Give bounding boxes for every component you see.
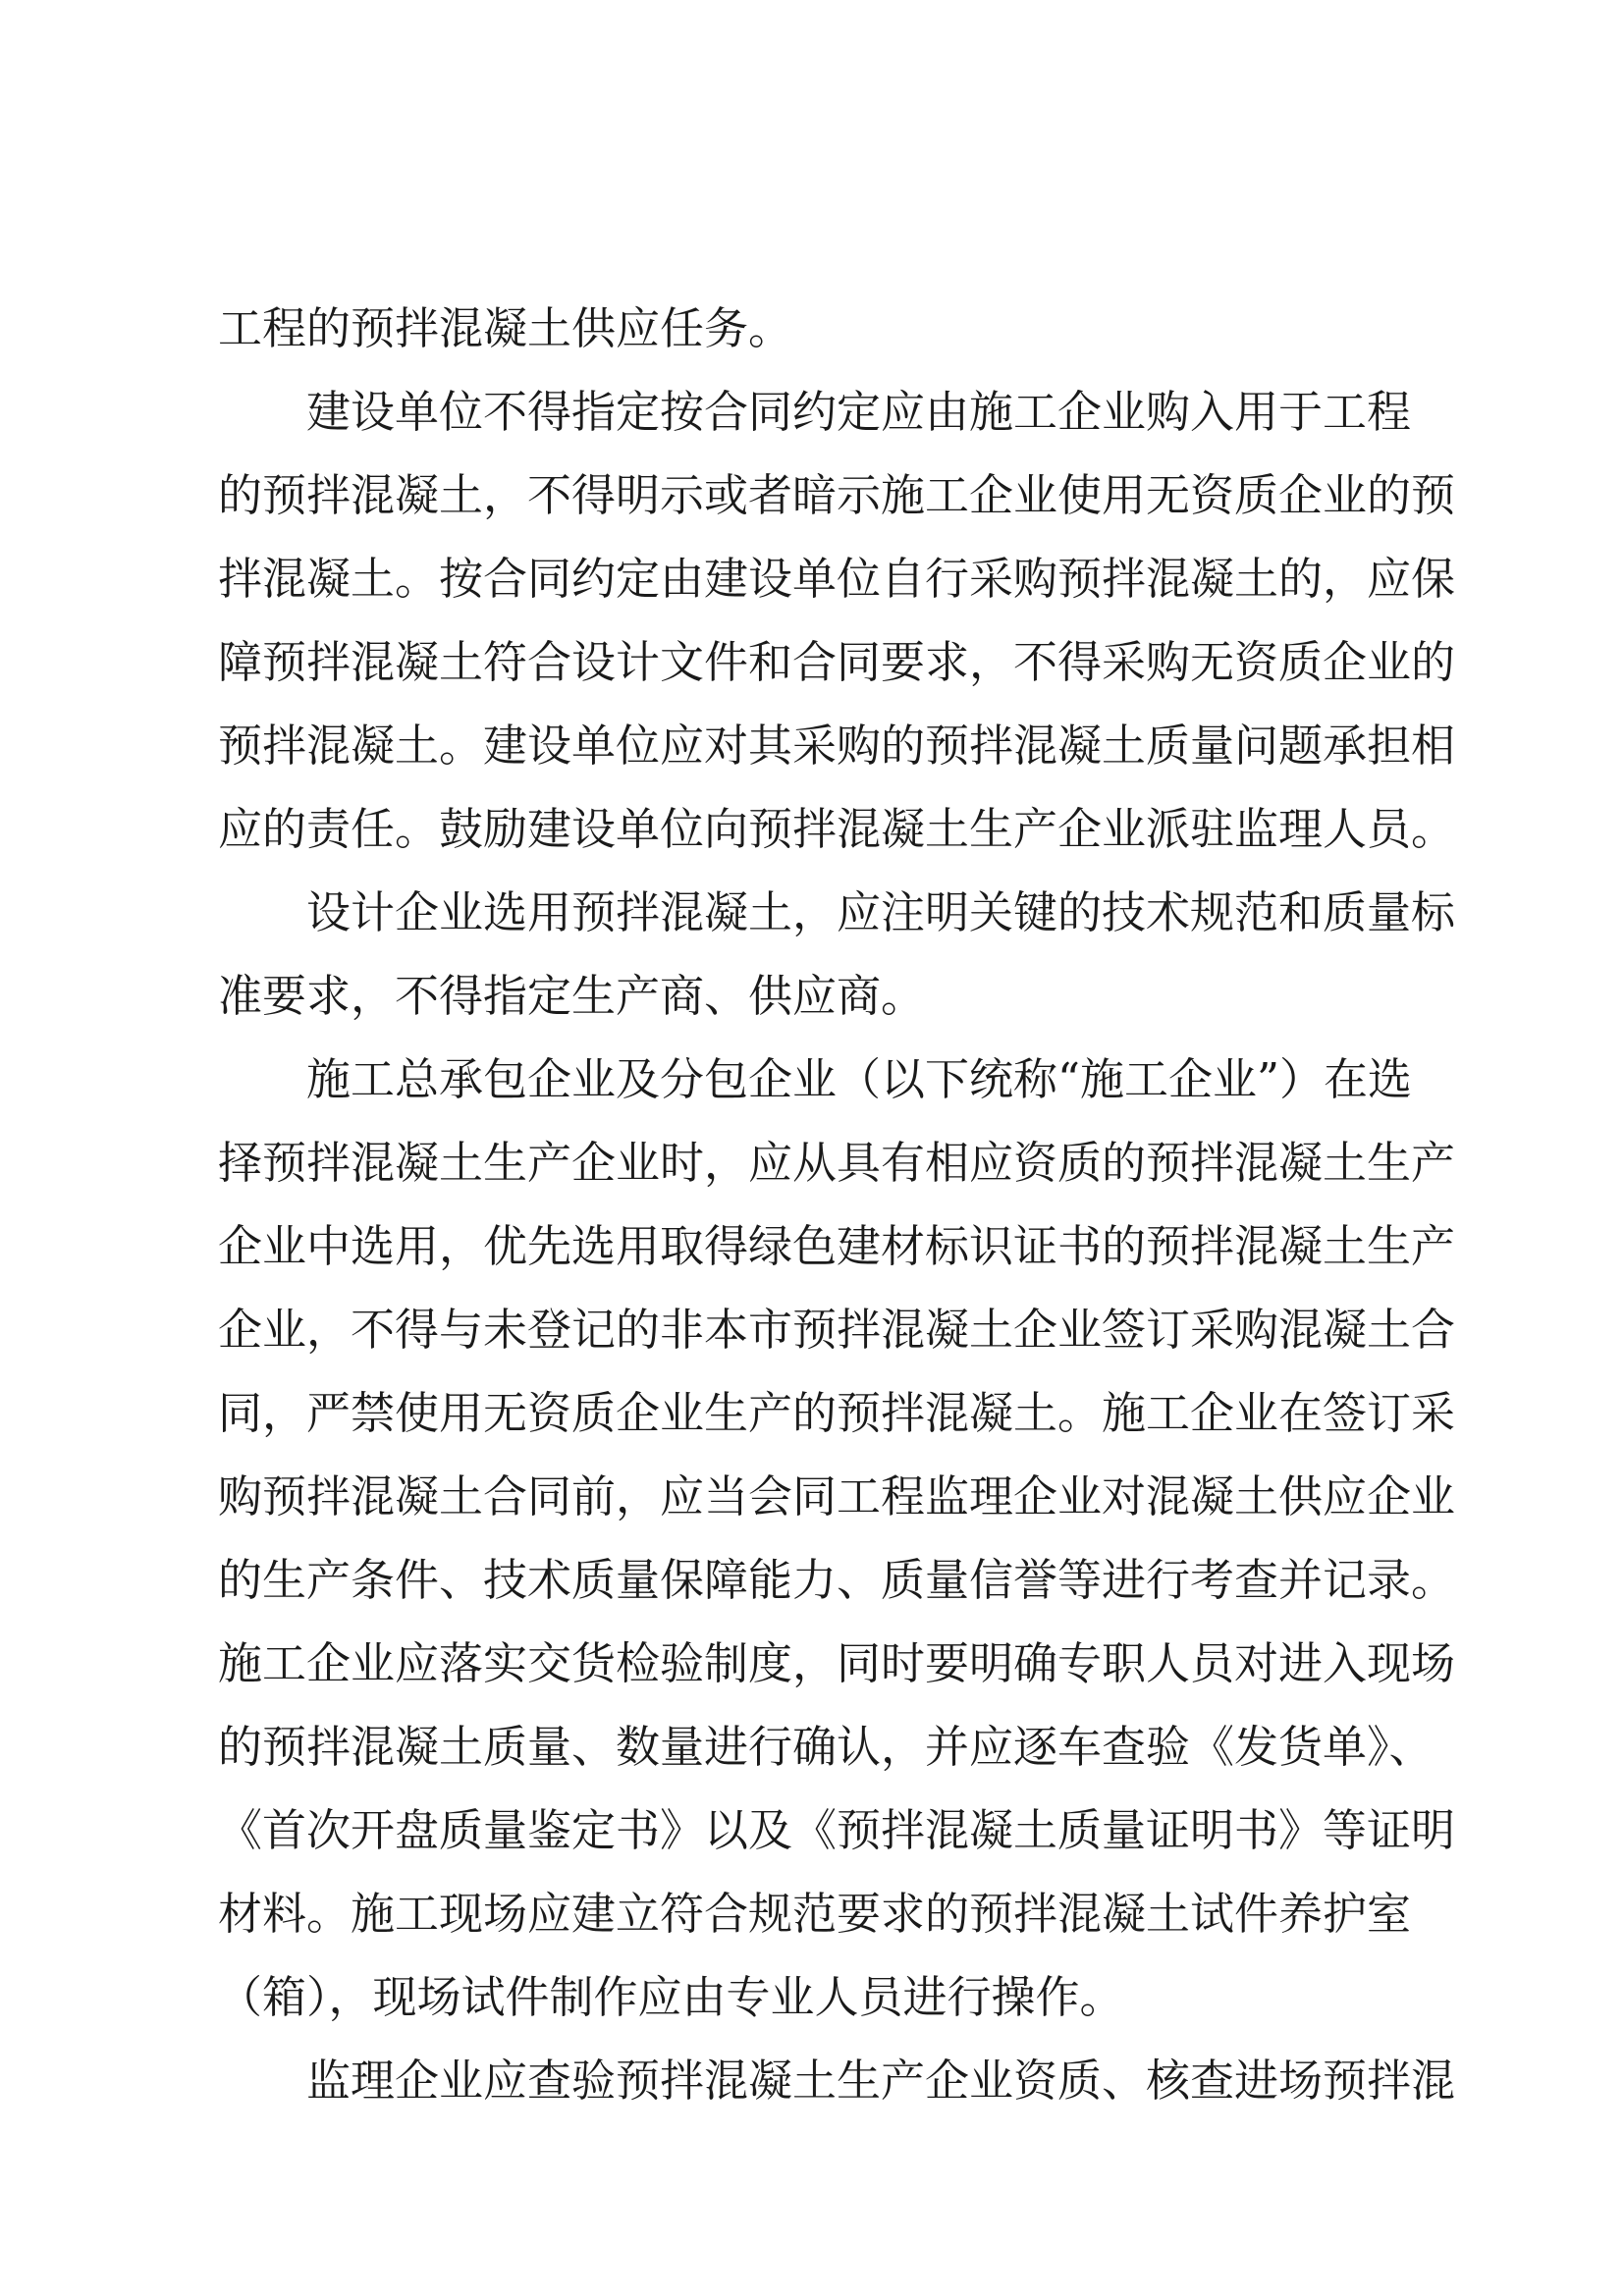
text-line-6: 预拌混凝土。建设单位应对其采购的预拌混凝土质量问题承担相 bbox=[218, 720, 1456, 772]
text-line-10: 施工总承包企业及分包企业（以下统称“施工企业”）在选 bbox=[306, 1053, 1413, 1105]
text-line-2: 建设单位不得指定按合同约定应由施工企业购入用于工程 bbox=[306, 386, 1412, 438]
text-line-15: 购预拌混凝土合同前，应当会同工程监理企业对混凝土供应企业 bbox=[218, 1470, 1456, 1522]
text-line-14: 同，严禁使用无资质企业生产的预拌混凝土。施工企业在签订采 bbox=[218, 1387, 1456, 1439]
document-body bbox=[218, 287, 1456, 2122]
text-line-19: 《首次开盘质量鉴定书》以及《预拌混凝土质量证明书》等证明 bbox=[218, 1804, 1456, 1856]
text-line-12: 企业中选用，优先选用取得绿色建材标识证书的预拌混凝土生产 bbox=[218, 1220, 1456, 1272]
text-line-11: 择预拌混凝土生产企业时，应从具有相应资质的预拌混凝土生产 bbox=[218, 1137, 1456, 1189]
text-line-16: 的生产条件、技术质量保障能力、质量信誉等进行考查并记录。 bbox=[218, 1554, 1456, 1606]
text-line-3: 的预拌混凝土，不得明示或者暗示施工企业使用无资质企业的预 bbox=[218, 469, 1456, 521]
text-line-5: 障预拌混凝土符合设计文件和合同要求，不得采购无资质企业的 bbox=[218, 636, 1456, 688]
text-line-9: 准要求，不得指定生产商、供应商。 bbox=[218, 970, 926, 1022]
text-line-20: 材料。施工现场应建立符合规范要求的预拌混凝土试件养护室 bbox=[218, 1888, 1412, 1940]
text-line-1: 工程的预拌混凝土供应任务。 bbox=[218, 302, 793, 354]
text-line-21: （箱），现场试件制作应由专业人员进行操作。 bbox=[218, 1971, 1124, 2023]
text-line-4: 拌混凝土。按合同约定由建设单位自行采购预拌混凝土的，应保 bbox=[218, 553, 1456, 605]
text-line-7: 应的责任。鼓励建设单位向预拌混凝土生产企业派驻监理人员。 bbox=[218, 803, 1456, 855]
text-line-17: 施工企业应落实交货检验制度，同时要明确专职人员对进入现场 bbox=[218, 1637, 1456, 1689]
text-line-13: 企业，不得与未登记的非本市预拌混凝土企业签订采购混凝土合 bbox=[218, 1304, 1456, 1356]
text-line-8: 设计企业选用预拌混凝土，应注明关键的技术规范和质量标 bbox=[306, 886, 1456, 938]
text-line-22: 监理企业应查验预拌混凝土生产企业资质、核查进场预拌混 bbox=[306, 2055, 1456, 2107]
text-line-18: 的预拌混凝土质量、数量进行确认，并应逐车查验《发货单》、 bbox=[218, 1721, 1434, 1773]
